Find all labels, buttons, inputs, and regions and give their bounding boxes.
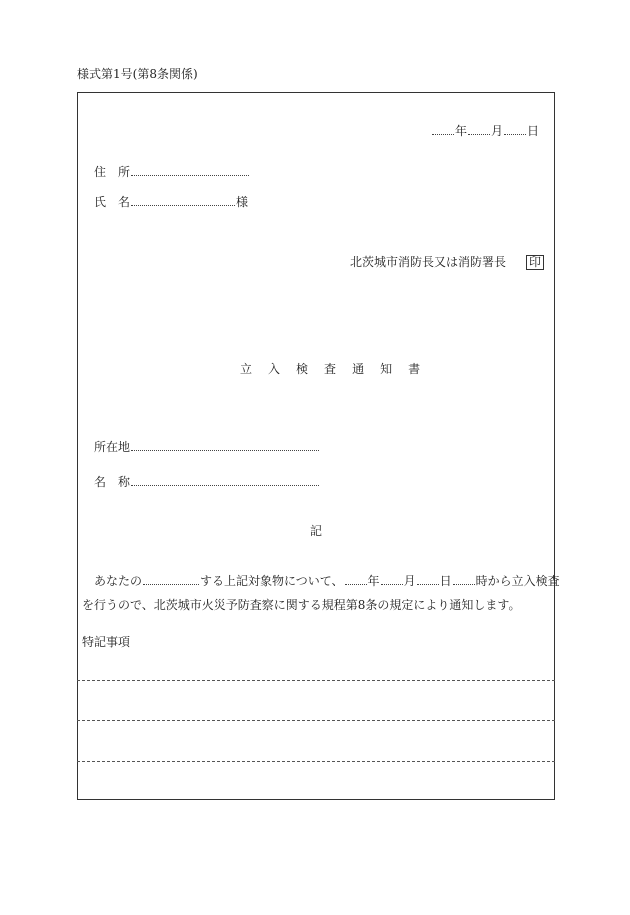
location-blank[interactable] [131,438,319,451]
issuer-row [350,254,544,270]
notes-line-3[interactable] [77,761,555,762]
inspection-day-blank[interactable] [417,572,439,585]
year-label: 年 [455,124,468,138]
issuer-name: 北茨城市消防長又は消防署長 [350,255,507,269]
year-blank[interactable] [432,122,454,135]
body-line-1: あなたの する上記対象物について、 年 月 日 時から立入検査 [94,574,560,588]
date-line [431,122,539,139]
recipient-address-row [94,163,250,180]
month-blank[interactable] [468,122,490,135]
day-label: 日 [527,124,540,138]
purpose-blank[interactable] [143,572,199,585]
form-number: 様式第1号(第8条関係) [77,67,198,81]
body-line-2: を行うので、北茨城市火災予防査察に関する規程第8条の規定により通知します。 [82,598,521,612]
inspection-hour-blank[interactable] [453,572,475,585]
inspection-month-blank[interactable] [381,572,403,585]
location-label: 所在地 [94,440,131,454]
address-blank[interactable] [131,163,249,176]
address-label: 住 所 [94,165,131,179]
seal-mark: 印 [526,255,544,270]
month-label: 月 [491,124,504,138]
inspection-year-blank[interactable] [345,572,367,585]
name-blank[interactable] [131,193,235,206]
notes-line-2[interactable] [77,720,555,721]
notes-label: 特記事項 [82,635,131,649]
ki-heading: 記 [310,524,323,538]
notes-line-1[interactable] [77,680,555,681]
day-blank[interactable] [504,122,526,135]
target-location-row [94,438,320,455]
document-title: 立 入 検 査 通 知 書 [240,362,421,376]
target-name-blank[interactable] [131,473,319,486]
target-name-label: 名 称 [94,475,131,489]
name-label: 氏 名 [94,195,131,209]
honorific: 様 [236,195,249,209]
recipient-name-row [94,193,248,210]
target-name-row [94,473,320,490]
